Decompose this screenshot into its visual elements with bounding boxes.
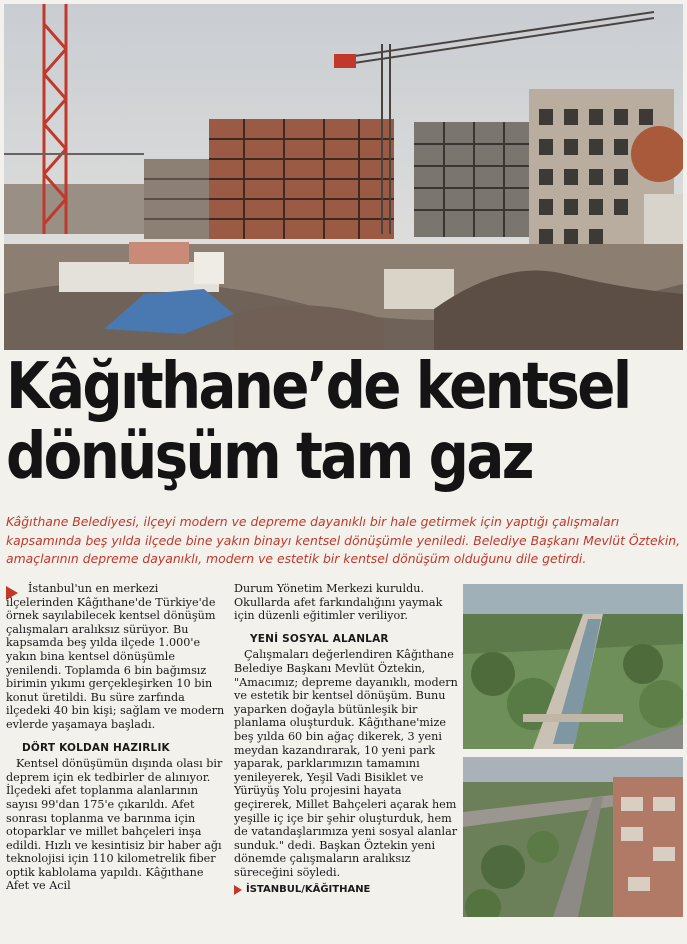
paragraph-1 [6,582,228,732]
paragraph-2-continued: Durum Yönetim Merkezi kuruldu. Okullarda afet farkındalığını yaymak için düzenli eğitimler veriliyor. [234,582,443,623]
byline [234,883,460,897]
paragraph-1-first-line: İstanbul'un en merkezi [28,582,159,595]
construction-photo [4,4,683,350]
headline-line-1: Kâğıthane’de kentsel [6,350,630,424]
article-column-1 [6,582,228,893]
article-column-2 [234,582,460,897]
byline-text: İSTANBUL/KÂĞITHANE [246,884,371,896]
subheading-dort-koldan: DÖRT KOLDAN HAZIRLIK [22,741,170,754]
aerial-park-photo [463,584,683,749]
headline [6,352,681,492]
aerial-district-photo [463,757,683,917]
paragraph-2: Kentsel dönüşümün dışında olası bir deprem için ek tedbirler de alınıyor. İlçedeki afet toplanma alanlarının sayısı 99'dan 175'e çıkarıldı. Afet sonrası toplanma ve barınma için otoparklar ve millet bahçeleri inşa edildi. Hızlı ve kesintisiz bir haber ağı teknolojisi için 110 kilometrelik fiber optik kablolama yapıldı. Kâğıthane Afet ve Acil [6,757,223,893]
headline-line-2: dönüşüm tam gaz [6,420,532,494]
paragraph-3: Çalışmaları değerlendiren Kâğıthane Belediye Başkanı Mevlüt Öztekin, "Amacımız; depreme dayanıklı, modern ve estetik bir kentsel dönüşüm. Bunu yaparken doğayla bütünleşik bir planlama oluşturduk. Kâğıthane'mize beş yılda 60 bin ağaç dikerek, 3 yeni meydan kazandırarak, 10 yeni park yaparak, parklarımızın tamamını yenileyerek, Yeşil Vadi Bisiklet ve Yürüyüş Yolu projesini hayata geçirerek, Millet Bahçeleri açarak hem yeşille iç içe bir şehir oluşturduk, hem de vatandaşlarımıza yeni sosyal alanlar sunduk." dedi. Başkan Öztekin yeni dönemde çalışmaların aralıksız süreceğini söyledi. [234,648,458,879]
byline-arrow-icon [234,885,242,895]
paragraph-1-rest: ilçelerinden Kâğıthane'de Türkiye'de örnek sayılabilecek kentsel dönüşüm çalışmaları aralıksız sürüyor. Bu kapsamda beş yılda ilçede 1.000'e yakın bina kentsel dönüşümle yenilendi. Toplamda 6 bin bağımsız birimin yıkımı gerçekleşirken 10 bin konut üretildi. Bu süre zarfında ilçedeki 40 bin kişi; sağlam ve modern evlerde yaşamaya başladı. [6,595,225,731]
lead-paragraph: Kâğıthane Belediyesi, ilçeyi modern ve depreme dayanıklı bir hale getirmek için yaptığı çalışmaları kapsamında beş yılda ilçede bine yakın binayı kentsel dönüşümle yeniledi. Belediye Başkanı Mevlüt Öztekin, amaçlarının depreme dayanıklı, modern ve estetik bir kentsel dönüşüm olduğunu dile getirdi. [6,514,681,567]
subheading-yeni-sosyal: YENİ SOSYAL ALANLAR [250,632,389,645]
